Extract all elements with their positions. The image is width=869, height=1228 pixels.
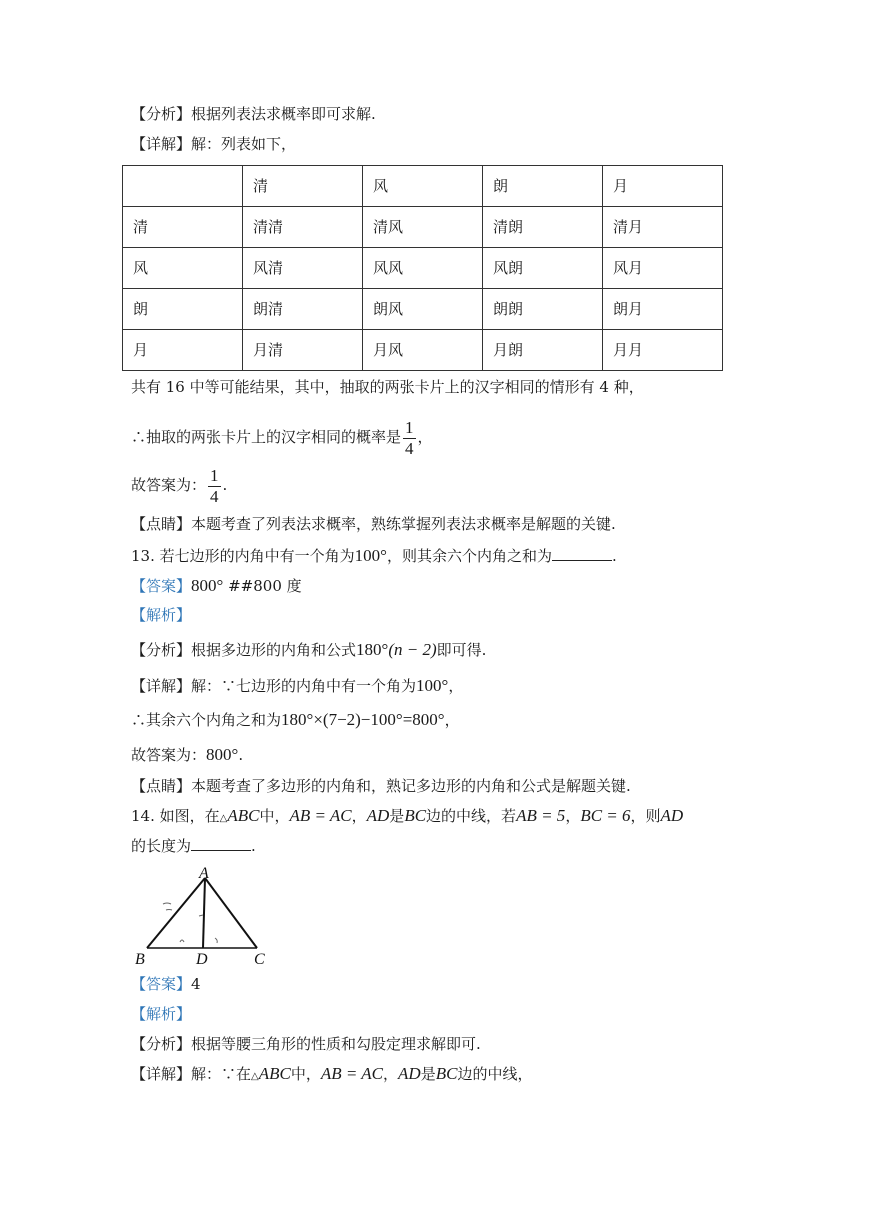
probability-line [131, 414, 433, 460]
text: 【分析】根据多边形的内角和公式 [131, 641, 357, 659]
table-cell: 朗朗 [483, 289, 603, 330]
fraction-numerator: 1 [405, 417, 414, 437]
table-header-row [123, 166, 723, 207]
comment-12: 【点睛】本题考查了列表法求概率，熟练掌握列表法求概率是解题的关键. [131, 515, 616, 533]
median-ad [203, 878, 205, 948]
table-cell: 朗风 [363, 289, 483, 330]
table-cell: 风朗 [483, 248, 603, 289]
answer-text: 故答案为： [131, 476, 207, 494]
side-ab [147, 878, 205, 948]
table-row [123, 207, 723, 248]
text: ， [383, 1065, 399, 1083]
math: 800° [191, 576, 224, 595]
label-b: B [135, 951, 145, 968]
text: ∴其余六个内角之和为 [131, 711, 282, 729]
table-cell: 清 [243, 166, 363, 207]
math: BC [404, 806, 427, 825]
answer-13 [131, 576, 302, 596]
math: 100° [416, 676, 449, 695]
analysis-14: 【分析】根据等腰三角形的性质和勾股定理求解即可. [131, 1035, 481, 1053]
jiexi-tag-13: 【解析】 [131, 606, 192, 624]
result-12: 共有 16 中等可能结果，其中，抽取的两张卡片上的汉字相同的情形有 4 种， [131, 378, 644, 396]
triangle-symbol: △ [219, 813, 228, 824]
text: 13. 若七边形的内角中有一个角为 [131, 547, 355, 565]
table-cell: 月风 [363, 330, 483, 371]
text: ，则 [630, 807, 661, 825]
text: 即可得. [436, 641, 487, 659]
table-cell: 月 [603, 166, 723, 207]
text: ，则其余六个内角之和为 [386, 547, 552, 565]
answer-14 [131, 974, 201, 994]
answer-blank [191, 836, 251, 851]
table-cell: 清朗 [483, 207, 603, 248]
text: 是 [389, 807, 405, 825]
final-13 [131, 745, 243, 765]
math: 180°×(7−2)−100°=800° [281, 710, 445, 729]
text: 故答案为： [131, 746, 207, 764]
punct: ， [417, 428, 433, 446]
punct: . [222, 476, 228, 494]
table-cell: 月 [123, 330, 243, 371]
math: AB = 5 [516, 806, 566, 825]
table-cell: 风月 [603, 248, 723, 289]
answer-blank [552, 546, 612, 561]
table-cell: 朗月 [603, 289, 723, 330]
math: AD [366, 806, 390, 825]
label-a: A [199, 865, 209, 882]
math: (n − 2) [388, 640, 437, 659]
table-cell: 风清 [243, 248, 363, 289]
text: . [238, 746, 244, 764]
text: ##800 度 [223, 577, 302, 595]
text: 边的中线， [457, 1065, 533, 1083]
text: ， [448, 677, 464, 695]
math: AD [398, 1064, 421, 1083]
text: 4 [191, 975, 201, 993]
fraction-denominator: 4 [210, 486, 219, 506]
answer-tag: 【答案】 [131, 577, 192, 595]
triangle-symbol: △ [251, 1071, 259, 1082]
analysis-13 [131, 640, 486, 660]
math: 100° [354, 546, 387, 565]
table-cell: 清 [123, 207, 243, 248]
math: ABC [258, 1064, 291, 1083]
label-d: D [196, 951, 208, 968]
question-13 [131, 546, 617, 566]
analysis-12: 【分析】根据列表法求概率即可求解. [131, 105, 376, 123]
text: 中， [290, 1065, 321, 1083]
table-cell: 月月 [603, 330, 723, 371]
text: 的长度为 [131, 837, 192, 855]
math: 180° [356, 640, 389, 659]
text: ， [565, 807, 581, 825]
table-cell: 风 [363, 166, 483, 207]
tick-mark [163, 903, 172, 910]
answer-line-12 [131, 462, 227, 508]
text: . [611, 547, 617, 565]
jiexi-tag-14: 【解析】 [131, 1005, 192, 1023]
table-cell: 清月 [603, 207, 723, 248]
table-row [123, 248, 723, 289]
table-cell: 月清 [243, 330, 363, 371]
fraction [208, 466, 221, 507]
table-cell: 清风 [363, 207, 483, 248]
table-row [123, 330, 723, 371]
fraction-denominator: 4 [405, 438, 414, 458]
text: 14. 如图，在 [131, 807, 220, 825]
text: 中， [259, 807, 290, 825]
comment-13: 【点睛】本题考查了多边形的内角和，熟记多边形的内角和公式是解题关键. [131, 777, 631, 795]
tick-mark [180, 915, 217, 943]
text: ， [444, 711, 460, 729]
table-cell: 风 [123, 248, 243, 289]
answer-tag: 【答案】 [131, 975, 192, 993]
text: 【详解】解：∵七边形的内角中有一个角为 [131, 677, 417, 695]
triangle-figure [133, 864, 273, 972]
math: 800° [206, 745, 239, 764]
math: ABC [227, 806, 260, 825]
table-cell: 朗清 [243, 289, 363, 330]
table-cell: 清清 [243, 207, 363, 248]
detail-12: 【详解】解：列表如下， [131, 135, 297, 153]
text: 边的中线，若 [426, 807, 517, 825]
table-row [123, 289, 723, 330]
math: BC [435, 1064, 458, 1083]
question-14 [131, 806, 683, 829]
text: 是 [420, 1065, 436, 1083]
calc-13 [131, 710, 460, 730]
label-c: C [254, 951, 265, 968]
table-cell: 朗 [483, 166, 603, 207]
math: AB = AC [320, 1064, 383, 1083]
table-cell [123, 166, 243, 207]
math: AB = AC [289, 806, 352, 825]
detail-13 [131, 676, 463, 696]
text: . [251, 837, 256, 855]
detail-14 [131, 1064, 532, 1087]
fraction [403, 418, 416, 459]
table-cell: 朗 [123, 289, 243, 330]
side-ac [205, 878, 257, 948]
table-cell: 月朗 [483, 330, 603, 371]
probability-table [122, 165, 723, 371]
question-14-line2 [131, 836, 256, 856]
probability-text: ∴抽取的两张卡片上的汉字相同的概率是 [131, 428, 402, 446]
math: AD [660, 806, 684, 825]
math: BC = 6 [580, 806, 631, 825]
fraction-numerator: 1 [210, 465, 219, 485]
table-cell: 风风 [363, 248, 483, 289]
text: 【详解】解：∵在 [131, 1065, 252, 1083]
text: ， [351, 807, 367, 825]
